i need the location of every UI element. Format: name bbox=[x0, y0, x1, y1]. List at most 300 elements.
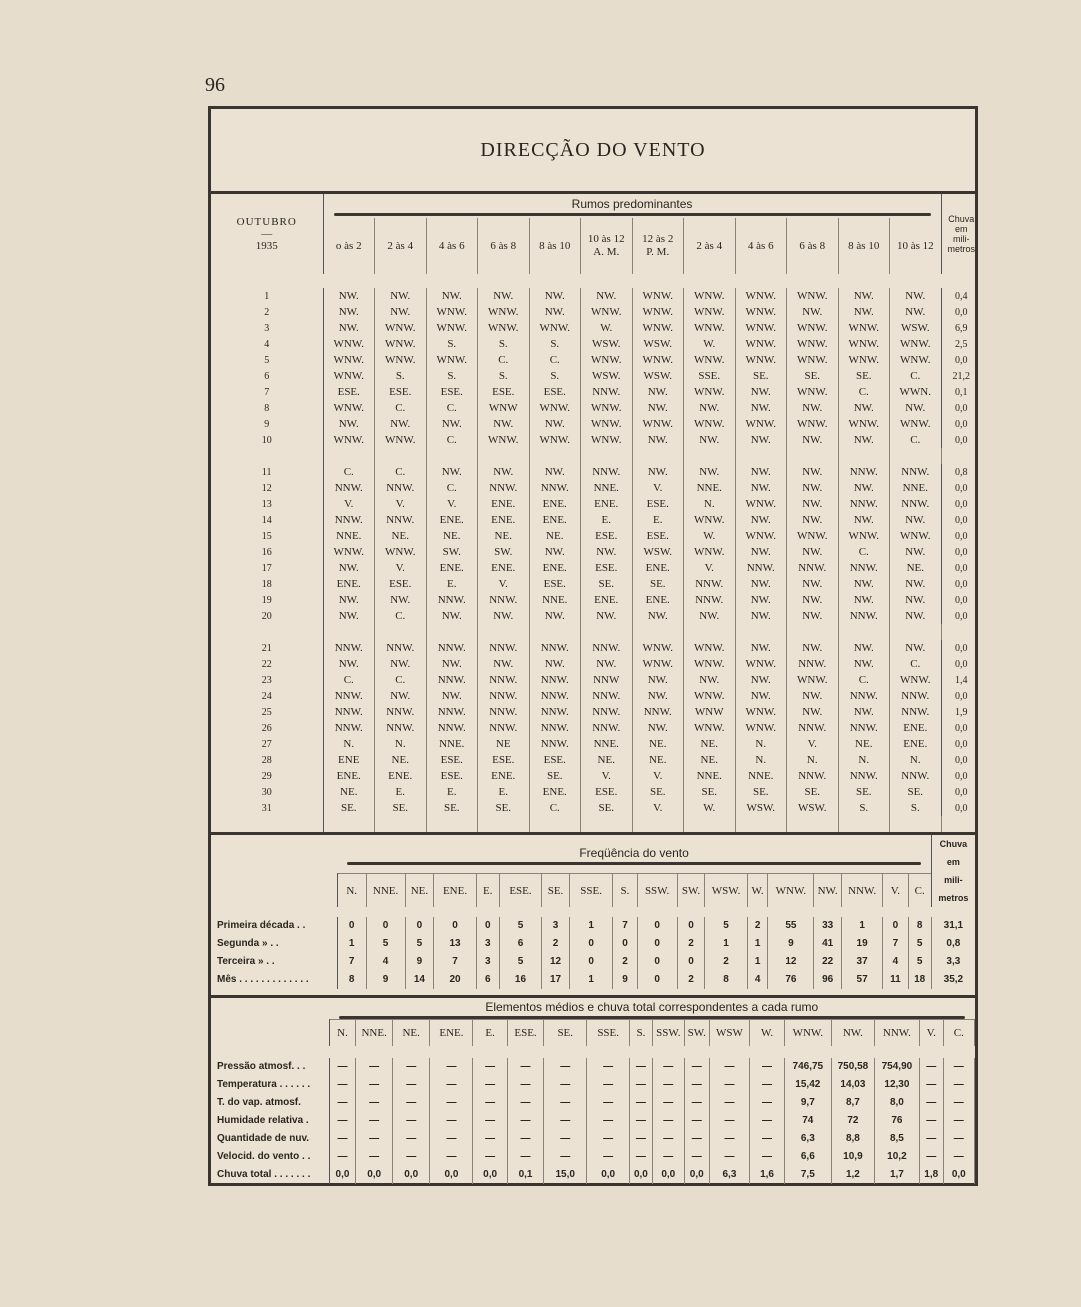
element-cell: — bbox=[684, 1094, 709, 1112]
wind-direction-cell: NNW. bbox=[323, 704, 375, 720]
wind-direction-cell: WNW. bbox=[787, 672, 839, 688]
element-cell: — bbox=[943, 1058, 974, 1076]
frequency-cell: 7 bbox=[337, 953, 366, 971]
wind-direction-cell: NW. bbox=[735, 480, 787, 496]
wind-direction-cell: WSW. bbox=[581, 336, 633, 352]
wind-direction-cell: C. bbox=[838, 672, 890, 688]
row-label: Terceira » . . bbox=[211, 953, 337, 971]
wind-direction-cell: E. bbox=[632, 512, 684, 528]
wind-direction-cell: V. bbox=[478, 576, 530, 592]
direction-column-header: S. bbox=[630, 1020, 653, 1046]
frequency-cell: 11 bbox=[883, 971, 908, 989]
element-cell: — bbox=[750, 1130, 784, 1148]
wind-direction-cell: ENE. bbox=[529, 512, 581, 528]
wind-direction-cell: WNW. bbox=[581, 352, 633, 368]
rain-value: 0,0 bbox=[955, 546, 968, 558]
wind-direction-cell: NW. bbox=[787, 704, 839, 720]
element-cell: — bbox=[919, 1058, 943, 1076]
rain-value: 0,0 bbox=[955, 530, 968, 542]
wind-direction-cell: ESE. bbox=[375, 576, 427, 592]
frequency-cell: 2 bbox=[677, 935, 705, 953]
day-number: 7 bbox=[211, 384, 323, 400]
freq-rain-header: Chuva em mili- metros bbox=[931, 835, 975, 907]
frequency-cell: 8 bbox=[908, 917, 931, 935]
row-label: Humidade relativa . bbox=[211, 1112, 329, 1130]
wind-direction-cell: WNW. bbox=[426, 352, 478, 368]
frequency-cell: 96 bbox=[814, 971, 842, 989]
page-number: 96 bbox=[205, 74, 225, 96]
frequency-cell: 3 bbox=[542, 917, 570, 935]
wind-direction-cell: ESE. bbox=[426, 768, 478, 784]
hour-column-header: 6 às 8 bbox=[787, 218, 839, 274]
frequency-cell: 2 bbox=[677, 971, 705, 989]
element-cell: — bbox=[329, 1076, 356, 1094]
wind-direction-cell: ESE. bbox=[529, 576, 581, 592]
wind-direction-cell: NE. bbox=[375, 752, 427, 768]
wind-direction-cell: WNW. bbox=[735, 288, 787, 304]
wind-direction-cell: NW. bbox=[838, 656, 890, 672]
wind-direction-cell: NNW. bbox=[478, 688, 530, 704]
frequency-cell: 7 bbox=[434, 953, 476, 971]
direction-column-header: E. bbox=[476, 874, 499, 907]
frequency-cell: 6 bbox=[499, 935, 541, 953]
element-row bbox=[211, 1130, 975, 1148]
rain-value: 0,0 bbox=[955, 578, 968, 590]
rain-value: 2,5 bbox=[955, 338, 968, 350]
wind-direction-cell: NNE. bbox=[890, 480, 942, 496]
rain-value: 0,0 bbox=[955, 498, 968, 510]
day-number: 6 bbox=[211, 368, 323, 384]
frequency-cell: 0 bbox=[883, 917, 908, 935]
day-row bbox=[211, 752, 981, 768]
direction-column-header: N. bbox=[329, 1020, 356, 1046]
wind-direction-cell: NNW. bbox=[478, 640, 530, 656]
element-cell: — bbox=[430, 1076, 473, 1094]
wind-direction-cell: NW. bbox=[838, 400, 890, 416]
month-label: OUTUBRO bbox=[236, 216, 297, 228]
element-cell: — bbox=[392, 1148, 430, 1166]
wind-direction-cell: NW. bbox=[838, 576, 890, 592]
wind-direction-cell: NNW. bbox=[323, 720, 375, 736]
wind-direction-cell: NW. bbox=[735, 384, 787, 400]
element-cell: — bbox=[392, 1094, 430, 1112]
wind-direction-cell: W. bbox=[684, 336, 736, 352]
wind-direction-cell: ENE bbox=[323, 752, 375, 768]
direction-column-header: ESE. bbox=[507, 1020, 544, 1046]
rain-value: 0,0 bbox=[955, 594, 968, 606]
day-number: 27 bbox=[211, 736, 323, 752]
wind-direction-cell: WNW. bbox=[323, 368, 375, 384]
wind-direction-cell: NE bbox=[478, 736, 530, 752]
wind-direction-cell: NNW. bbox=[838, 464, 890, 480]
wind-direction-cell: ENE. bbox=[323, 768, 375, 784]
element-cell: — bbox=[709, 1058, 750, 1076]
wind-direction-cell: NNW. bbox=[426, 640, 478, 656]
wind-direction-cell: SE. bbox=[735, 784, 787, 800]
frequency-row bbox=[211, 953, 975, 971]
wind-direction-cell: NNE. bbox=[684, 480, 736, 496]
wind-direction-cell: WNW. bbox=[375, 320, 427, 336]
wind-direction-cell: NE. bbox=[632, 736, 684, 752]
day-row bbox=[211, 368, 981, 384]
wind-direction-cell: NW. bbox=[890, 288, 942, 304]
row-label: Temperatura . . . . . . bbox=[211, 1076, 329, 1094]
element-cell: — bbox=[709, 1076, 750, 1094]
wind-direction-cell: WNW. bbox=[684, 352, 736, 368]
wind-direction-cell: NNW. bbox=[581, 640, 633, 656]
frequency-cell: 0 bbox=[677, 917, 705, 935]
direction-column-header: NNE. bbox=[356, 1020, 393, 1046]
day-row bbox=[211, 528, 981, 544]
wind-direction-cell: WNW. bbox=[735, 496, 787, 512]
element-cell: — bbox=[430, 1058, 473, 1076]
wind-direction-cell: NW. bbox=[426, 464, 478, 480]
element-cell: — bbox=[943, 1130, 974, 1148]
day-row bbox=[211, 464, 981, 480]
rain-value: 0,0 bbox=[955, 690, 968, 702]
wind-direction-cell: ENE. bbox=[632, 592, 684, 608]
wind-direction-cell: WSW. bbox=[632, 336, 684, 352]
element-cell: 746,75 bbox=[784, 1058, 831, 1076]
element-cell: — bbox=[329, 1112, 356, 1130]
hour-column-header: 10 às 12 bbox=[890, 218, 942, 274]
element-cell: 0,0 bbox=[652, 1166, 684, 1184]
wind-direction-cell: ENE. bbox=[632, 560, 684, 576]
element-cell: — bbox=[709, 1094, 750, 1112]
wind-direction-cell: NW. bbox=[735, 512, 787, 528]
wind-direction-cell: N. bbox=[787, 752, 839, 768]
wind-direction-cell: NW. bbox=[838, 432, 890, 448]
wind-direction-cell: NNW. bbox=[838, 688, 890, 704]
wind-direction-cell: V. bbox=[426, 496, 478, 512]
wind-direction-cell: ENE. bbox=[581, 592, 633, 608]
wind-direction-cell: NNW. bbox=[581, 384, 633, 400]
wind-direction-cell: WNW. bbox=[735, 656, 787, 672]
wind-direction-cell: NW. bbox=[838, 640, 890, 656]
wind-direction-cell: NW. bbox=[478, 416, 530, 432]
wind-direction-cell: NNW. bbox=[529, 736, 581, 752]
wind-direction-cell: NW. bbox=[426, 288, 478, 304]
wind-direction-cell: NNW. bbox=[529, 704, 581, 720]
rain-value: 1,9 bbox=[955, 706, 968, 718]
wind-direction-cell: NNW. bbox=[890, 704, 942, 720]
element-cell: 754,90 bbox=[874, 1058, 919, 1076]
wind-direction-cell: N. bbox=[375, 736, 427, 752]
day-row bbox=[211, 336, 981, 352]
wind-direction-cell: WNW. bbox=[375, 544, 427, 560]
wind-direction-cell: WNW. bbox=[375, 336, 427, 352]
element-cell: — bbox=[919, 1130, 943, 1148]
wind-direction-cell: NW. bbox=[478, 288, 530, 304]
wind-direction-cell: NNW. bbox=[838, 720, 890, 736]
wind-direction-cell: WNW. bbox=[632, 304, 684, 320]
wind-direction-cell: NW. bbox=[478, 464, 530, 480]
wind-direction-cell: NNW. bbox=[529, 480, 581, 496]
wind-direction-cell: NW. bbox=[735, 608, 787, 624]
wind-direction-cell: ENE. bbox=[529, 496, 581, 512]
wind-direction-cell: NNW. bbox=[581, 704, 633, 720]
frequency-cell: 8 bbox=[705, 971, 747, 989]
wind-direction-cell: NE. bbox=[529, 528, 581, 544]
wind-direction-cell: NW. bbox=[529, 288, 581, 304]
wind-direction-cell: NW. bbox=[323, 320, 375, 336]
wind-direction-cell: ENE. bbox=[426, 560, 478, 576]
wind-direction-cell: NNW. bbox=[890, 688, 942, 704]
row-label: Chuva total . . . . . . . bbox=[211, 1166, 329, 1184]
element-cell: 10,2 bbox=[874, 1148, 919, 1166]
wind-direction-cell: SE. bbox=[838, 368, 890, 384]
wind-direction-cell: SE. bbox=[735, 368, 787, 384]
wind-direction-cell: NNW. bbox=[632, 704, 684, 720]
frequency-cell: 41 bbox=[814, 935, 842, 953]
wind-direction-cell: WNW. bbox=[787, 288, 839, 304]
wind-direction-cell: NW. bbox=[375, 288, 427, 304]
frequency-cell: 22 bbox=[814, 953, 842, 971]
wind-direction-cell: N. bbox=[735, 736, 787, 752]
element-cell: 0,0 bbox=[473, 1166, 507, 1184]
wind-direction-cell: ENE. bbox=[581, 496, 633, 512]
wind-direction-cell: V. bbox=[632, 480, 684, 496]
element-cell: 0,0 bbox=[430, 1166, 473, 1184]
wind-direction-cell: E. bbox=[426, 576, 478, 592]
wind-direction-cell: V. bbox=[581, 768, 633, 784]
rain-total-cell: 0,8 bbox=[946, 938, 961, 949]
element-cell: — bbox=[473, 1076, 507, 1094]
wind-direction-cell: NW. bbox=[838, 704, 890, 720]
wind-direction-cell: NW. bbox=[632, 720, 684, 736]
element-cell: 0,0 bbox=[329, 1166, 356, 1184]
direction-column-header: SSE. bbox=[569, 874, 613, 907]
wind-direction-cell: C. bbox=[478, 352, 530, 368]
day-row bbox=[211, 544, 981, 560]
wind-direction-cell: NW. bbox=[787, 400, 839, 416]
element-cell: — bbox=[544, 1058, 587, 1076]
element-cell: — bbox=[630, 1076, 653, 1094]
wind-direction-cell: S. bbox=[838, 800, 890, 816]
direction-column-header: WSW. bbox=[705, 874, 747, 907]
wind-direction-cell: NW. bbox=[632, 672, 684, 688]
element-cell: 74 bbox=[784, 1112, 831, 1130]
wind-direction-cell: WNW. bbox=[787, 384, 839, 400]
element-cell: — bbox=[587, 1130, 630, 1148]
frequency-cell: 1 bbox=[747, 935, 768, 953]
element-cell: 1,8 bbox=[919, 1166, 943, 1184]
day-row bbox=[211, 288, 981, 304]
wind-direction-cell: WNW. bbox=[787, 416, 839, 432]
wind-direction-cell: WNW. bbox=[838, 352, 890, 368]
wind-direction-cell: WNW. bbox=[323, 432, 375, 448]
element-cell: — bbox=[587, 1112, 630, 1130]
element-cell: — bbox=[473, 1112, 507, 1130]
direction-column-header: SW. bbox=[684, 1020, 709, 1046]
wind-direction-cell: NW. bbox=[478, 608, 530, 624]
wind-direction-cell: NE. bbox=[632, 752, 684, 768]
direction-column-header: WSW bbox=[709, 1020, 750, 1046]
wind-direction-cell: WNW. bbox=[529, 432, 581, 448]
wind-direction-table-frame bbox=[208, 106, 978, 1186]
day-row bbox=[211, 800, 981, 816]
frequency-cell: 0 bbox=[677, 953, 705, 971]
element-cell: — bbox=[684, 1076, 709, 1094]
wind-direction-cell: WNW bbox=[478, 400, 530, 416]
wind-direction-cell: WNW. bbox=[787, 352, 839, 368]
wind-direction-cell: SE. bbox=[787, 368, 839, 384]
frequency-cell: 18 bbox=[908, 971, 931, 989]
frequency-cell: 2 bbox=[613, 953, 637, 971]
element-cell: — bbox=[329, 1058, 356, 1076]
frequency-cell: 1 bbox=[569, 971, 613, 989]
element-cell: — bbox=[684, 1112, 709, 1130]
wind-direction-cell: NNW. bbox=[426, 592, 478, 608]
wind-direction-cell: NNW. bbox=[478, 704, 530, 720]
frequency-cell: 9 bbox=[768, 935, 814, 953]
wind-direction-cell: WNW. bbox=[684, 320, 736, 336]
wind-direction-cell: NNW. bbox=[838, 496, 890, 512]
element-row bbox=[211, 1076, 975, 1094]
wind-direction-cell: NW. bbox=[838, 304, 890, 320]
wind-direction-cell: NW. bbox=[735, 592, 787, 608]
row-label: Quantidade de nuv. bbox=[211, 1130, 329, 1148]
element-cell: — bbox=[544, 1094, 587, 1112]
frequency-cell: 33 bbox=[814, 917, 842, 935]
frequency-cell: 17 bbox=[542, 971, 570, 989]
direction-column-header: SSE. bbox=[587, 1020, 630, 1046]
wind-direction-cell: E. bbox=[426, 784, 478, 800]
day-number: 19 bbox=[211, 592, 323, 608]
frequency-cell: 1 bbox=[747, 953, 768, 971]
wind-direction-cell: C. bbox=[426, 432, 478, 448]
element-cell: 0,0 bbox=[684, 1166, 709, 1184]
wind-direction-cell: NNE. bbox=[581, 736, 633, 752]
wind-direction-cell: ESE. bbox=[529, 752, 581, 768]
wind-direction-cell: NW. bbox=[581, 608, 633, 624]
element-cell: 0,0 bbox=[356, 1166, 393, 1184]
wind-direction-cell: WNW. bbox=[787, 528, 839, 544]
frequency-cell: 7 bbox=[613, 917, 637, 935]
wind-direction-cell: WNW. bbox=[478, 320, 530, 336]
day-row bbox=[211, 720, 981, 736]
rain-value: 0,0 bbox=[955, 722, 968, 734]
element-cell: — bbox=[652, 1112, 684, 1130]
frequency-cell: 76 bbox=[768, 971, 814, 989]
day-row bbox=[211, 512, 981, 528]
day-number: 13 bbox=[211, 496, 323, 512]
frequency-cell: 13 bbox=[434, 935, 476, 953]
wind-direction-cell: SE. bbox=[632, 576, 684, 592]
element-cell: — bbox=[750, 1112, 784, 1130]
wind-direction-cell: NNW. bbox=[478, 480, 530, 496]
element-cell: 6,3 bbox=[709, 1166, 750, 1184]
element-cell: — bbox=[392, 1058, 430, 1076]
wind-direction-cell: C. bbox=[375, 400, 427, 416]
wind-direction-cell: NW. bbox=[581, 544, 633, 560]
day-row bbox=[211, 592, 981, 608]
hour-column-header: 8 às 10 bbox=[838, 218, 890, 274]
direction-column-header: NNW. bbox=[841, 874, 882, 907]
frequency-row bbox=[211, 971, 975, 989]
element-cell: — bbox=[587, 1058, 630, 1076]
wind-direction-cell: SE. bbox=[632, 784, 684, 800]
wind-direction-cell: V. bbox=[684, 560, 736, 576]
rain-total-cell: 35,2 bbox=[943, 974, 964, 985]
wind-direction-cell: NE. bbox=[323, 784, 375, 800]
hour-column-header: 12 às 2 P. M. bbox=[632, 218, 684, 274]
frequency-cell: 12 bbox=[768, 953, 814, 971]
day-number: 16 bbox=[211, 544, 323, 560]
direction-column-header: SE. bbox=[542, 874, 570, 907]
wind-direction-cell: NW. bbox=[890, 576, 942, 592]
element-cell: — bbox=[356, 1130, 393, 1148]
frequency-cell: 2 bbox=[542, 935, 570, 953]
wind-direction-cell: NNW. bbox=[375, 480, 427, 496]
frequency-cell: 14 bbox=[405, 971, 434, 989]
direction-column-header: WNW. bbox=[768, 874, 814, 907]
wind-direction-cell: WSW. bbox=[735, 800, 787, 816]
wind-direction-cell: ENE. bbox=[529, 560, 581, 576]
element-cell: — bbox=[507, 1112, 544, 1130]
frequency-row bbox=[211, 917, 975, 935]
wind-direction-cell: WNW. bbox=[838, 528, 890, 544]
wind-direction-cell: SE. bbox=[529, 768, 581, 784]
wind-direction-cell: WNW. bbox=[632, 640, 684, 656]
frequency-cell: 0 bbox=[637, 971, 677, 989]
wind-direction-cell: E. bbox=[375, 784, 427, 800]
wind-direction-cell: ENE. bbox=[478, 768, 530, 784]
wind-direction-cell: NNW. bbox=[478, 720, 530, 736]
element-cell: 6,6 bbox=[784, 1148, 831, 1166]
wind-direction-cell: NW. bbox=[787, 592, 839, 608]
element-cell: — bbox=[507, 1058, 544, 1076]
day-row bbox=[211, 560, 981, 576]
day-number: 3 bbox=[211, 320, 323, 336]
wind-direction-cell: NNW. bbox=[529, 720, 581, 736]
wind-direction-cell: ESE. bbox=[581, 560, 633, 576]
element-cell: — bbox=[507, 1076, 544, 1094]
wind-direction-cell: S. bbox=[478, 336, 530, 352]
wind-direction-cell: W. bbox=[581, 320, 633, 336]
wind-direction-cell: NNE. bbox=[581, 480, 633, 496]
wind-direction-cell: SE. bbox=[787, 784, 839, 800]
wind-direction-cell: WNW. bbox=[890, 672, 942, 688]
wind-direction-cell: NW. bbox=[426, 608, 478, 624]
wind-direction-cell: NW. bbox=[735, 400, 787, 416]
wind-direction-cell: WNW. bbox=[735, 416, 787, 432]
wind-direction-cell: NNW. bbox=[838, 608, 890, 624]
wind-direction-cell: NNE. bbox=[323, 528, 375, 544]
wind-direction-cell: WNW. bbox=[684, 656, 736, 672]
wind-direction-cell: NW. bbox=[787, 496, 839, 512]
frequency-cell: 0 bbox=[366, 917, 405, 935]
wind-direction-cell: WNW. bbox=[375, 352, 427, 368]
hourly-wind-table bbox=[211, 194, 981, 832]
wind-direction-cell: V. bbox=[632, 800, 684, 816]
element-cell: — bbox=[356, 1076, 393, 1094]
element-cell: — bbox=[356, 1094, 393, 1112]
wind-direction-cell: NE. bbox=[838, 736, 890, 752]
element-cell: — bbox=[684, 1148, 709, 1166]
frequency-cell: 9 bbox=[613, 971, 637, 989]
wind-direction-cell: NW. bbox=[323, 304, 375, 320]
day-number: 9 bbox=[211, 416, 323, 432]
frequency-title: Freqüência do vento bbox=[337, 835, 931, 874]
element-cell: — bbox=[652, 1094, 684, 1112]
wind-direction-cell: WWN. bbox=[890, 384, 942, 400]
frequency-cell: 4 bbox=[366, 953, 405, 971]
frequency-cell: 2 bbox=[747, 917, 768, 935]
wind-direction-cell: WNW. bbox=[890, 352, 942, 368]
wind-direction-cell: NW. bbox=[375, 688, 427, 704]
hour-column-header: 4 às 6 bbox=[735, 218, 787, 274]
